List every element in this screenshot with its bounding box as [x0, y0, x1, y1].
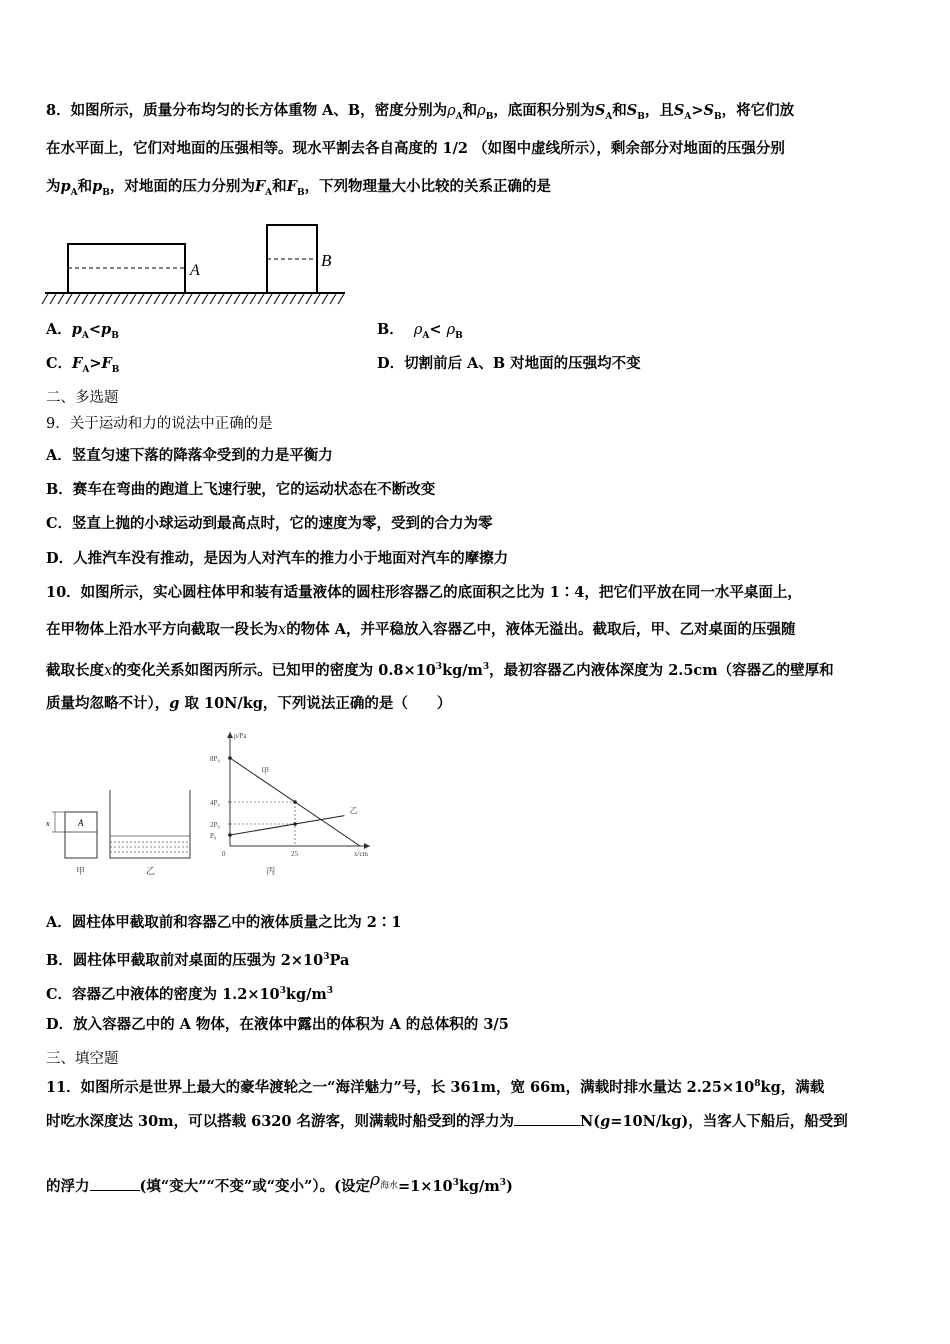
q8-line2: 在水平面上，它们对地面的压强相等。现水平割去各自高度的 1/2 （如图中虚线所示），剩余部分对地面的压强分别: [46, 140, 785, 157]
q8-option-a[interactable]: A．$p_A<p_B$: [46, 321, 119, 341]
x-axis-label: x/cm: [354, 850, 368, 858]
data-point: [293, 800, 297, 804]
liquid-lines: [110, 836, 190, 852]
q11-line2: 时吃水深度达 30m，可以搭载 6320 名游客，则满载时船受到的浮力为 N(g=10N/kg)，当客人下船后，船受到: [46, 1113, 848, 1130]
q10-figure: [40, 728, 380, 880]
graph-bing: [210, 732, 370, 876]
ground-hatch: [42, 294, 344, 304]
answer-blank-2[interactable]: [90, 1176, 140, 1191]
section-fill-blank: 三、填空题: [46, 1051, 119, 1067]
q8-option-c[interactable]: C．$F_A>F_B$: [46, 355, 120, 375]
x-tick-label: 25: [291, 850, 298, 858]
label-a-small: A: [78, 818, 84, 828]
data-point: [228, 756, 232, 760]
q10-line4: 质量均忽略不计），g 取 10N/kg，下列说法正确的是（ ）: [46, 695, 452, 712]
q10-line2: 在甲物体上沿水平方向截取一段长为x的物体 A，并平稳放入容器乙中，液体无溢出。截取后，甲、乙对桌面的压强随: [46, 621, 796, 638]
q9-option-a[interactable]: A．竖直匀速下落的降落伞受到的力是平衡力: [46, 447, 333, 464]
q9-option-d[interactable]: D．人推汽车没有推动，是因为人对汽车的推力小于地面对汽车的摩擦力: [46, 550, 509, 567]
y-axis-label: p/Pa: [234, 732, 247, 740]
q9-option-b[interactable]: B．赛车在弯曲的跑道上飞速行驶，它的运动状态在不断改变: [46, 481, 436, 498]
q10-option-b[interactable]: B．圆柱体甲截取前对桌面的压强为 $2\times 10^3Pa$: [46, 951, 350, 969]
y-tick-label: 8P₀: [210, 755, 220, 763]
label-b: B: [321, 251, 332, 270]
y-tick-label: P₀: [210, 832, 217, 840]
q10-option-c[interactable]: C．容器乙中液体的密度为 $1.2\times 10^3kg/m^3$: [46, 985, 334, 1003]
q8-figure: [40, 220, 350, 310]
q11-line1: 11．如图所示是世界上最大的豪华渡轮之一“海洋魅力”号，长 361m，宽 66m，满载时排水量达 $2.25\times 10^8kg$，满载: [46, 1078, 825, 1096]
y-axis-arrow: [227, 732, 233, 738]
data-point: [293, 822, 297, 826]
origin-label: 0: [222, 850, 226, 858]
label-x: x: [46, 819, 50, 828]
series-yi-line: [230, 816, 344, 835]
caption-yi: 乙: [146, 866, 156, 876]
q11-line3: 的浮力 (填“变大”“不变”或“变小”）。(设定$\rho^{海水}=1\times 10^3kg/m^3$): [46, 1169, 513, 1195]
series-jia-label: 甲: [261, 766, 270, 776]
section-multi-choice: 二、多选题: [46, 390, 119, 406]
q10-option-a[interactable]: A．圆柱体甲截取前和容器乙中的液体质量之比为 2∶1: [46, 914, 402, 931]
label-a: A: [190, 262, 200, 279]
x-axis-arrow: [364, 843, 370, 849]
caption-jia: 甲: [76, 866, 86, 876]
y-tick-label: 2P₀: [210, 821, 220, 829]
q8-option-b[interactable]: B． $\rho_A< \rho_B$: [377, 321, 463, 341]
data-point: [228, 833, 232, 837]
caption-bing: 丙: [266, 866, 276, 876]
q10-option-d[interactable]: D．放入容器乙中的 A 物体，在液体中露出的体积为 A 的总体积的 3/5: [46, 1016, 509, 1033]
container-yi: [110, 790, 190, 858]
q10-line1: 10．如图所示，实心圆柱体甲和装有适量液体的圆柱形容器乙的底面积之比为 1∶4，把它们平放在同一水平桌面上，: [46, 584, 802, 601]
q10-line3: 截取长度x的变化关系如图丙所示。已知甲的密度为 $0.8\times 10^3kg/m^3$，最初容器乙内液体深度为 2.5cm（容器乙的壁厚和: [46, 661, 834, 679]
q8-line1: 8．如图所示，质量分布均匀的长方体重物 A、B，密度分别为$\rho_A$和$\rho_B$，底面积分别为$S_A$和$S_B$，且$S_A>S_B$，将它们放: [46, 102, 795, 122]
y-tick-label: 4P₀: [210, 799, 220, 807]
q8-option-d[interactable]: D．切割前后 A、B 对地面的压强均不变: [377, 355, 641, 372]
q8-line3: 为$p_A$和$p_B$，对地面的压力分别为$F_A$和$F_B$，下列物理量大小比较的关系正确的是: [46, 178, 552, 198]
q9-stem: 9．关于运动和力的说法中正确的是: [46, 416, 273, 432]
q9-option-c[interactable]: C．竖直上抛的小球运动到最高点时，它的速度为零，受到的合力为零: [46, 515, 493, 532]
series-yi-label: 乙: [349, 806, 358, 815]
answer-blank-1[interactable]: [514, 1111, 580, 1126]
